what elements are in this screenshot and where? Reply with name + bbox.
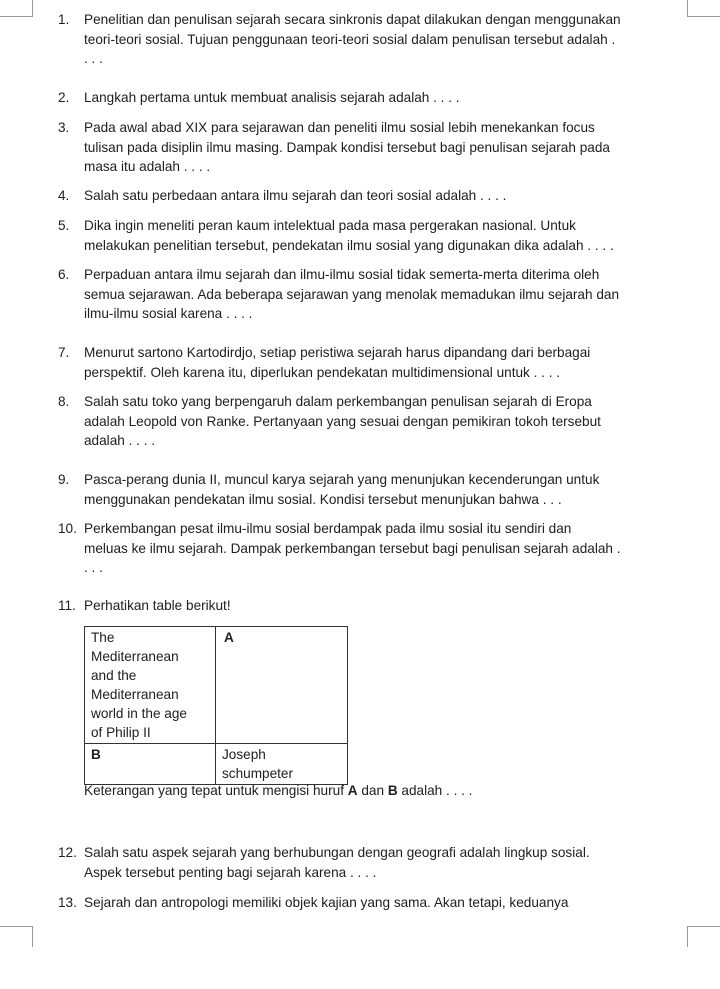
- question-line: perspektif. Oleh karena itu, diperlukan pendekatan multidimensional untuk . . . .: [84, 364, 561, 380]
- question-item: [58, 10, 698, 69]
- question-number: 5.: [58, 218, 70, 233]
- question-number: 3.: [58, 120, 70, 135]
- question-number: 1.: [58, 12, 70, 27]
- question-line: . . .: [84, 51, 103, 67]
- question-item: [58, 893, 698, 913]
- question-text: [84, 470, 698, 509]
- question-line: meluas ke ilmu sejarah. Dampak perkembangan tersebut bagi penulisan sejarah adalah .: [84, 540, 621, 556]
- cell-line: and the: [91, 668, 137, 683]
- question-text: [84, 216, 698, 255]
- question-item: [58, 392, 698, 451]
- question-number: 4.: [58, 188, 70, 203]
- question-number: 11.: [58, 598, 76, 613]
- ket-text: dan: [357, 783, 388, 798]
- question-text: [84, 186, 698, 206]
- cell-line: Mediterranean: [91, 687, 179, 702]
- ket-text: adalah . . . .: [397, 783, 473, 798]
- question-line: semua sejarawan. Ada beberapa sejarawan yang menolak memadukan ilmu sejarah dan: [84, 286, 620, 302]
- question-11-table: [84, 626, 348, 785]
- question-item: [58, 118, 698, 177]
- question-line: Langkah pertama untuk membuat analisis sejarah adalah . . . .: [84, 90, 460, 105]
- question-item: [58, 186, 698, 206]
- question-text: [84, 88, 698, 108]
- question-line: masa itu adalah . . . .: [84, 159, 211, 175]
- question-line: Salah satu toko yang berpengaruh dalam perkembangan penulisan sejarah di Eropa: [84, 394, 592, 409]
- question-text: [84, 265, 698, 324]
- question-number: 12.: [58, 845, 77, 860]
- table-cell-b: B: [85, 744, 216, 785]
- question-text: [84, 10, 698, 69]
- ket-letter-a: A: [347, 783, 358, 798]
- question-text: [84, 893, 698, 913]
- question-line: Salah satu perbedaan antara ilmu sejarah dan teori sosial adalah . . . .: [84, 188, 507, 203]
- question-item: [58, 519, 698, 578]
- question-number: 10.: [58, 521, 77, 536]
- crop-mark-bottom-left: [0, 926, 33, 947]
- table-cell-title: [85, 627, 216, 744]
- cell-line: Joseph: [222, 747, 266, 762]
- question-line: menggunakan pendekatan ilmu sosial. Kondisi tersebut menunjukan bahwa . . .: [84, 491, 562, 507]
- question-text: [84, 519, 698, 578]
- question-line: ilmu-ilmu sosial karena . . . .: [84, 306, 253, 322]
- question-line: Perkembangan pesat ilmu-ilmu sosial berdampak pada ilmu sosial itu sendiri dan: [84, 521, 572, 536]
- question-number: 13.: [58, 895, 77, 910]
- cell-line: Mediterranean: [91, 649, 179, 664]
- cell-line: world in the age: [91, 706, 187, 721]
- question-line: Menurut sartono Kartodirdjo, setiap peristiwa sejarah harus dipandang dari berbagai: [84, 345, 591, 360]
- table-row: [85, 744, 348, 785]
- question-text: [84, 343, 698, 382]
- question-text: [84, 392, 698, 451]
- question-number: 7.: [58, 345, 70, 360]
- table-question-text: [84, 781, 472, 801]
- question-line: tulisan pada disiplin ilmu masing. Dampak kondisi tersebut bagi penulisan sejarah pada: [84, 139, 610, 155]
- question-line: adalah Leopold von Ranke. Pertanyaan yang sesuai dengan pemikiran tokoh tersebut: [84, 413, 601, 429]
- cell-line: of Philip II: [91, 725, 151, 740]
- question-line: Aspek tersebut penting bagi sejarah karena . . . .: [84, 864, 377, 880]
- question-text: [84, 118, 698, 177]
- question-item: [58, 343, 698, 382]
- question-item: [58, 216, 698, 255]
- question-item: [58, 265, 698, 324]
- question-number: 2.: [58, 90, 70, 105]
- question-line: Perpaduan antara ilmu sejarah dan ilmu-ilmu sosial tidak semerta-merta diterima oleh: [84, 267, 600, 282]
- table-row: [85, 627, 348, 744]
- cell-line: schumpeter: [222, 766, 294, 781]
- question-line: Dika ingin meneliti peran kaum intelektual pada masa pergerakan nasional. Untuk: [84, 218, 576, 233]
- table-cell-a: A: [216, 627, 348, 744]
- question-number: 6.: [58, 267, 70, 282]
- question-item: [58, 596, 698, 616]
- question-line: Salah satu aspek sejarah yang berhubungan dengan geografi adalah lingkup sosial.: [84, 845, 590, 860]
- question-line: Perhatikan table berikut!: [84, 598, 231, 613]
- question-item: [58, 88, 698, 108]
- table-cell-author: [216, 744, 348, 785]
- question-item: [58, 470, 698, 509]
- cell-line: The: [91, 630, 115, 645]
- crop-mark-bottom-right: [687, 926, 720, 947]
- question-line: . . .: [84, 560, 103, 576]
- question-number: 8.: [58, 394, 70, 409]
- question-line: teori-teori sosial. Tujuan penggunaan teori-teori sosial dalam penulisan tersebut adalah .: [84, 31, 616, 47]
- question-line: Pasca-perang dunia II, muncul karya sejarah yang menunjukan kecenderungan untuk: [84, 472, 600, 487]
- question-line: Penelitian dan penulisan sejarah secara sinkronis dapat dilakukan dengan menggunakan: [84, 12, 621, 27]
- ket-letter-b: B: [387, 783, 398, 798]
- question-line: Pada awal abad XIX para sejarawan dan peneliti ilmu sosial lebih menekankan focus: [84, 120, 595, 135]
- question-number: 9.: [58, 472, 70, 487]
- ket-text: Keterangan yang tepat untuk mengisi huruf: [84, 783, 348, 798]
- question-line: Sejarah dan antropologi memiliki objek kajian yang sama. Akan tetapi, keduanya: [84, 895, 569, 910]
- question-line: adalah . . . .: [84, 433, 156, 449]
- question-item: [58, 843, 698, 882]
- question-text: [84, 843, 698, 882]
- question-text: [84, 596, 698, 616]
- crop-mark-top-left: [0, 0, 33, 17]
- question-line: melakukan penelitian tersebut, pendekatan ilmu sosial yang digunakan dika adalah . . . .: [84, 237, 614, 253]
